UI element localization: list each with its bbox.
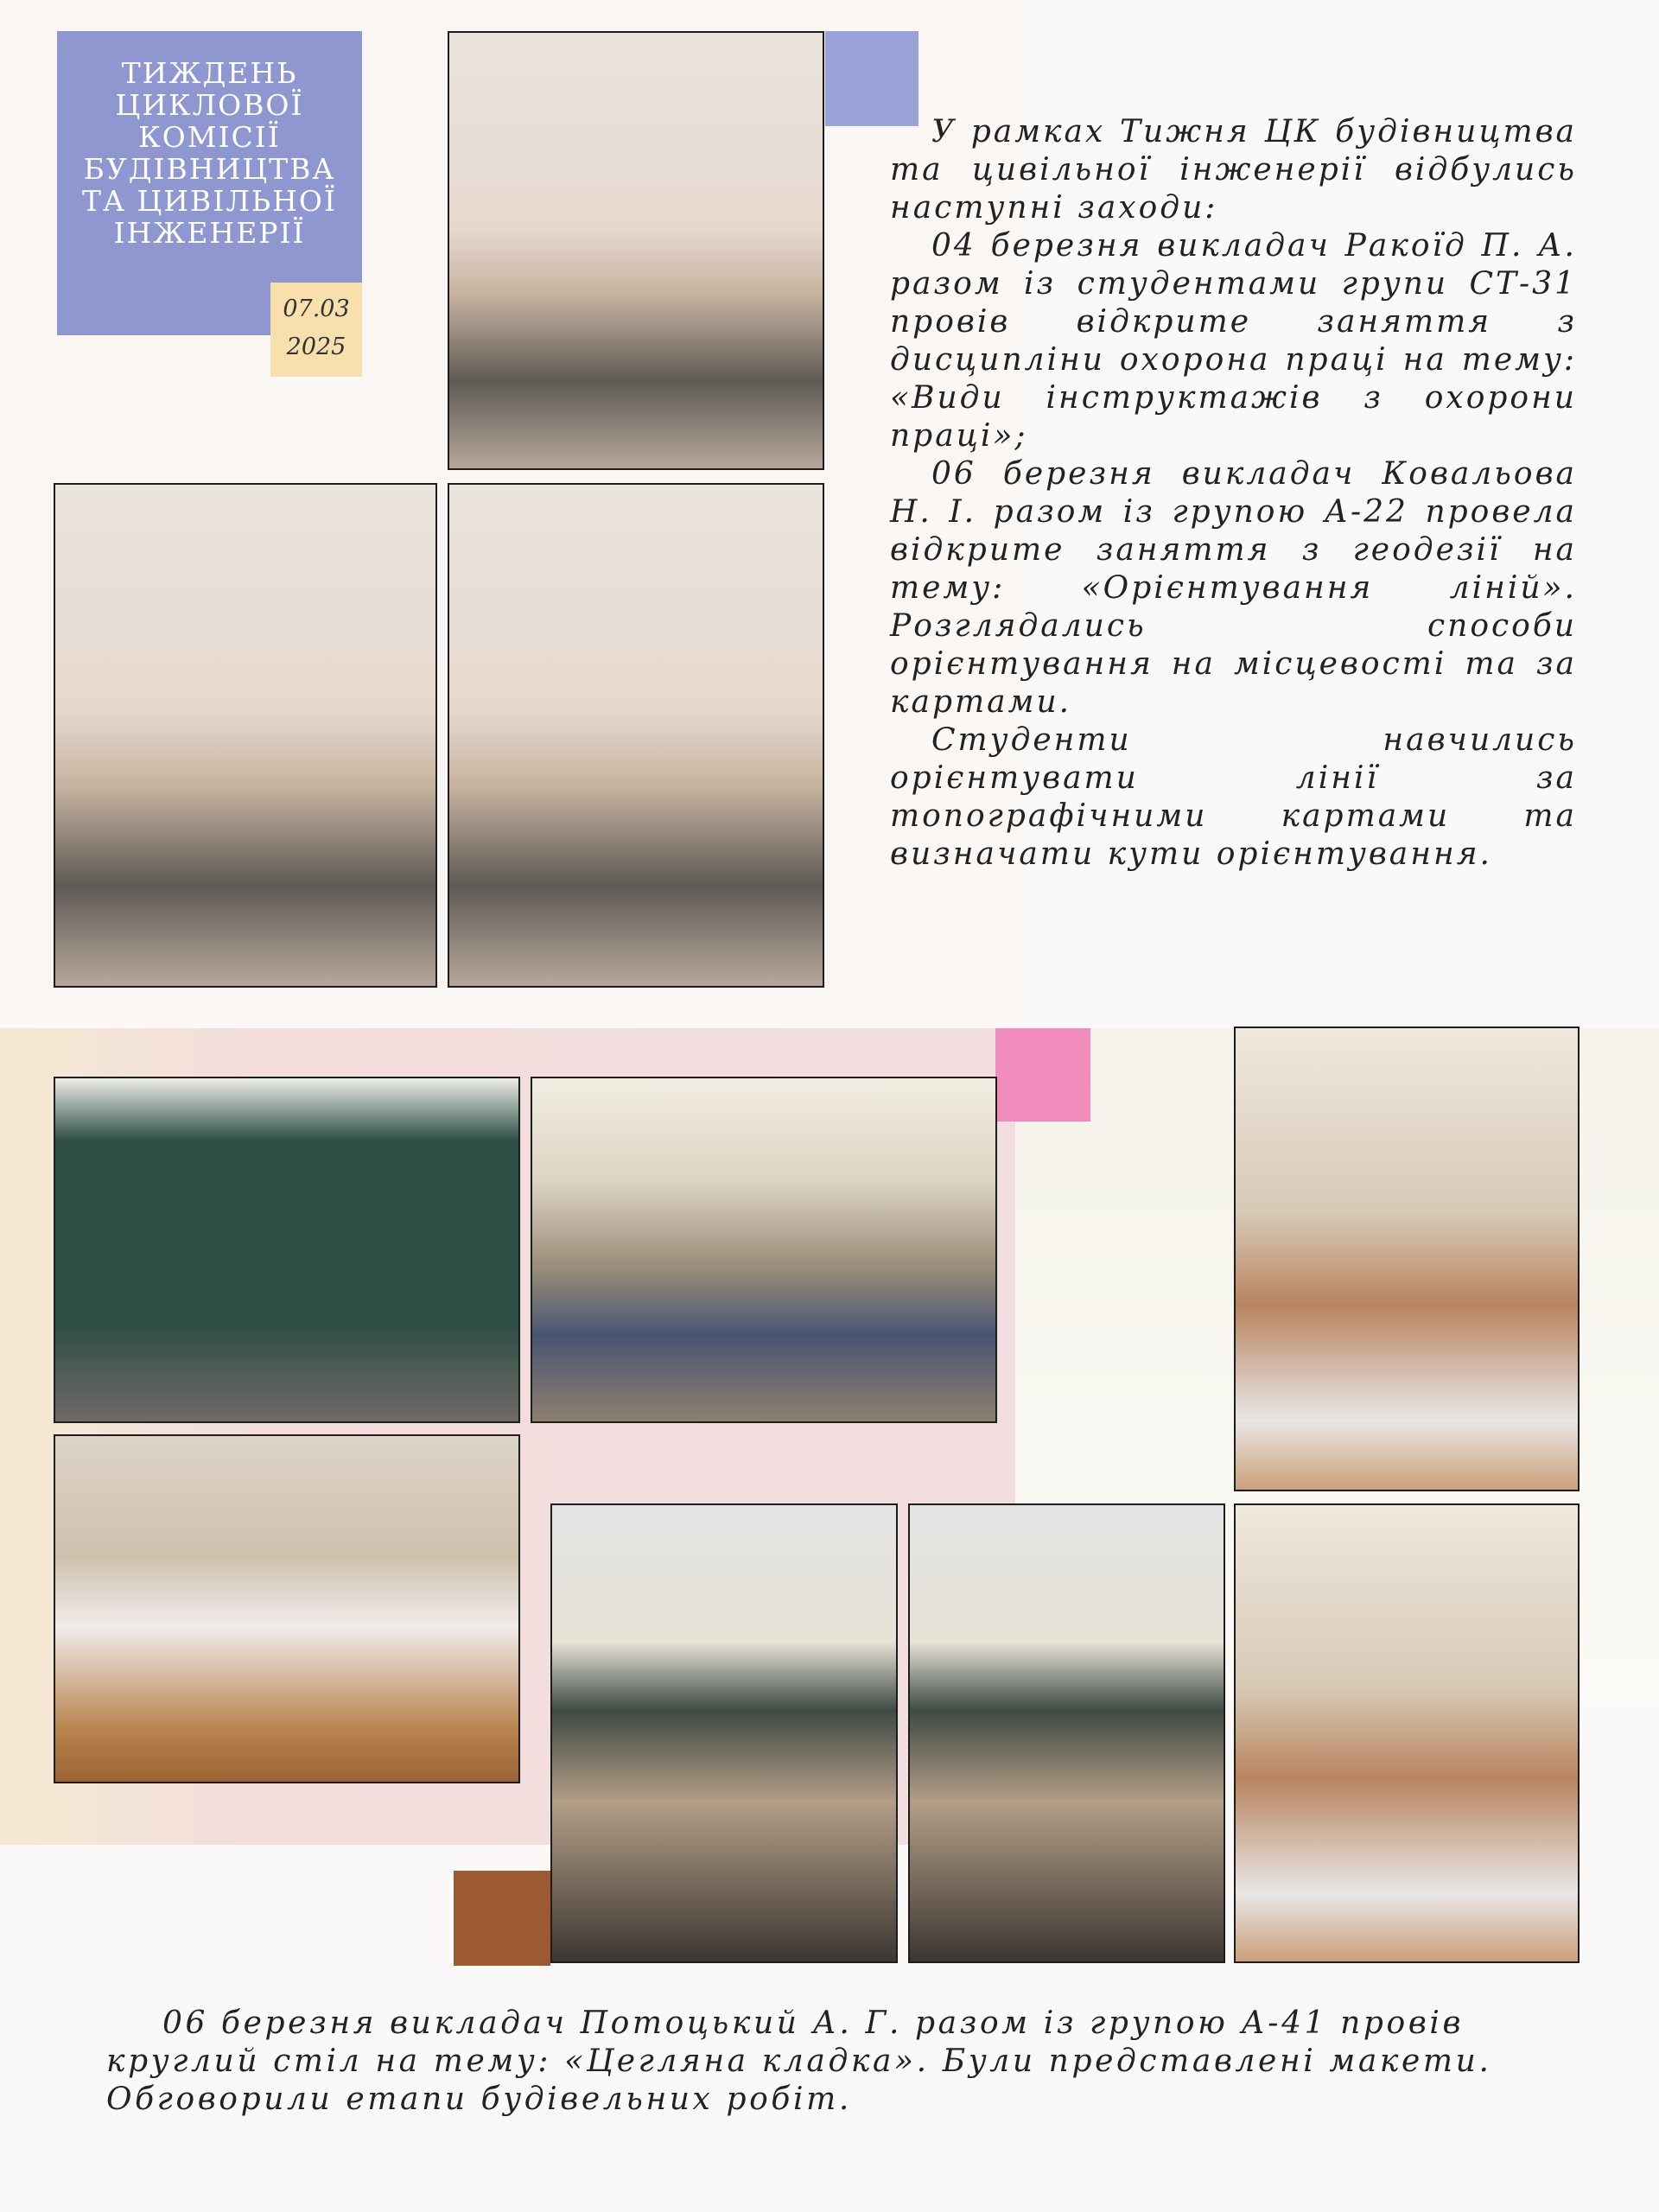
photo-labor-safety-lesson-3 [448, 483, 824, 988]
photo-round-table-2 [908, 1503, 1225, 1963]
photo-labor-safety-lesson-1 [448, 31, 824, 470]
decorative-brown-square [454, 1871, 550, 1966]
photo-geodesy-classroom [531, 1077, 997, 1423]
date-day-month: 07.03 [283, 296, 350, 322]
event-paragraph-labor-safety: 04 березня викладач Ракоїд П. А. разом із студентами групи СТ-31 провів відкрите заняття з дисципліни охорона праці на тему: «Види інструктажів з охорони праці»; [890, 228, 1577, 454]
photo-geodesy-board [54, 1077, 520, 1423]
date-year: 2025 [286, 334, 346, 360]
title-line: ТА ЦИВІЛЬНОЇ [82, 184, 337, 218]
decorative-blue-square [825, 31, 918, 126]
round-table-description [106, 2005, 1558, 2119]
photo-brick-model-2 [1234, 1503, 1580, 1963]
outcome-paragraph: Студенти навчились орієнтувати лінії за топографічними картами та визначати кути орієнтування. [890, 722, 1577, 872]
title-line: БУДІВНИЦТВА [83, 152, 336, 186]
title-line: ЦИКЛОВОЇ [115, 88, 304, 122]
events-description [890, 113, 1577, 874]
photo-students-working [54, 1434, 520, 1783]
decorative-pink-square [995, 1028, 1090, 1122]
event-paragraph-brickwork: 06 березня викладач Потоцький А. Г. разом із групою А-41 провів круглий стіл на тему: «Цегляна кладка». Були представлені макети. Обговорили етапи будівельних робіт. [106, 2005, 1492, 2117]
photo-labor-safety-lesson-2 [54, 483, 437, 988]
event-paragraph-geodesy: 06 березня викладач Ковальова Н. І. разом із групою А-22 провела відкрите заняття з геодезії на тему: «Орієнтування ліній». Розглядались способи орієнтування на місцевості та за картами. [890, 456, 1577, 720]
page-title [57, 57, 362, 249]
date-label [270, 290, 362, 366]
title-line: КОМІСІЇ [138, 120, 281, 154]
title-line: ТИЖДЕНЬ [121, 56, 298, 90]
title-line: ІНЖЕНЕРІЇ [113, 216, 306, 250]
photo-round-table-1 [550, 1503, 898, 1963]
photo-brick-model-1 [1234, 1027, 1580, 1491]
intro-paragraph: У рамках Тижня ЦК будівництва та цивільної інженерії відбулись наступні заходи: [890, 114, 1577, 226]
